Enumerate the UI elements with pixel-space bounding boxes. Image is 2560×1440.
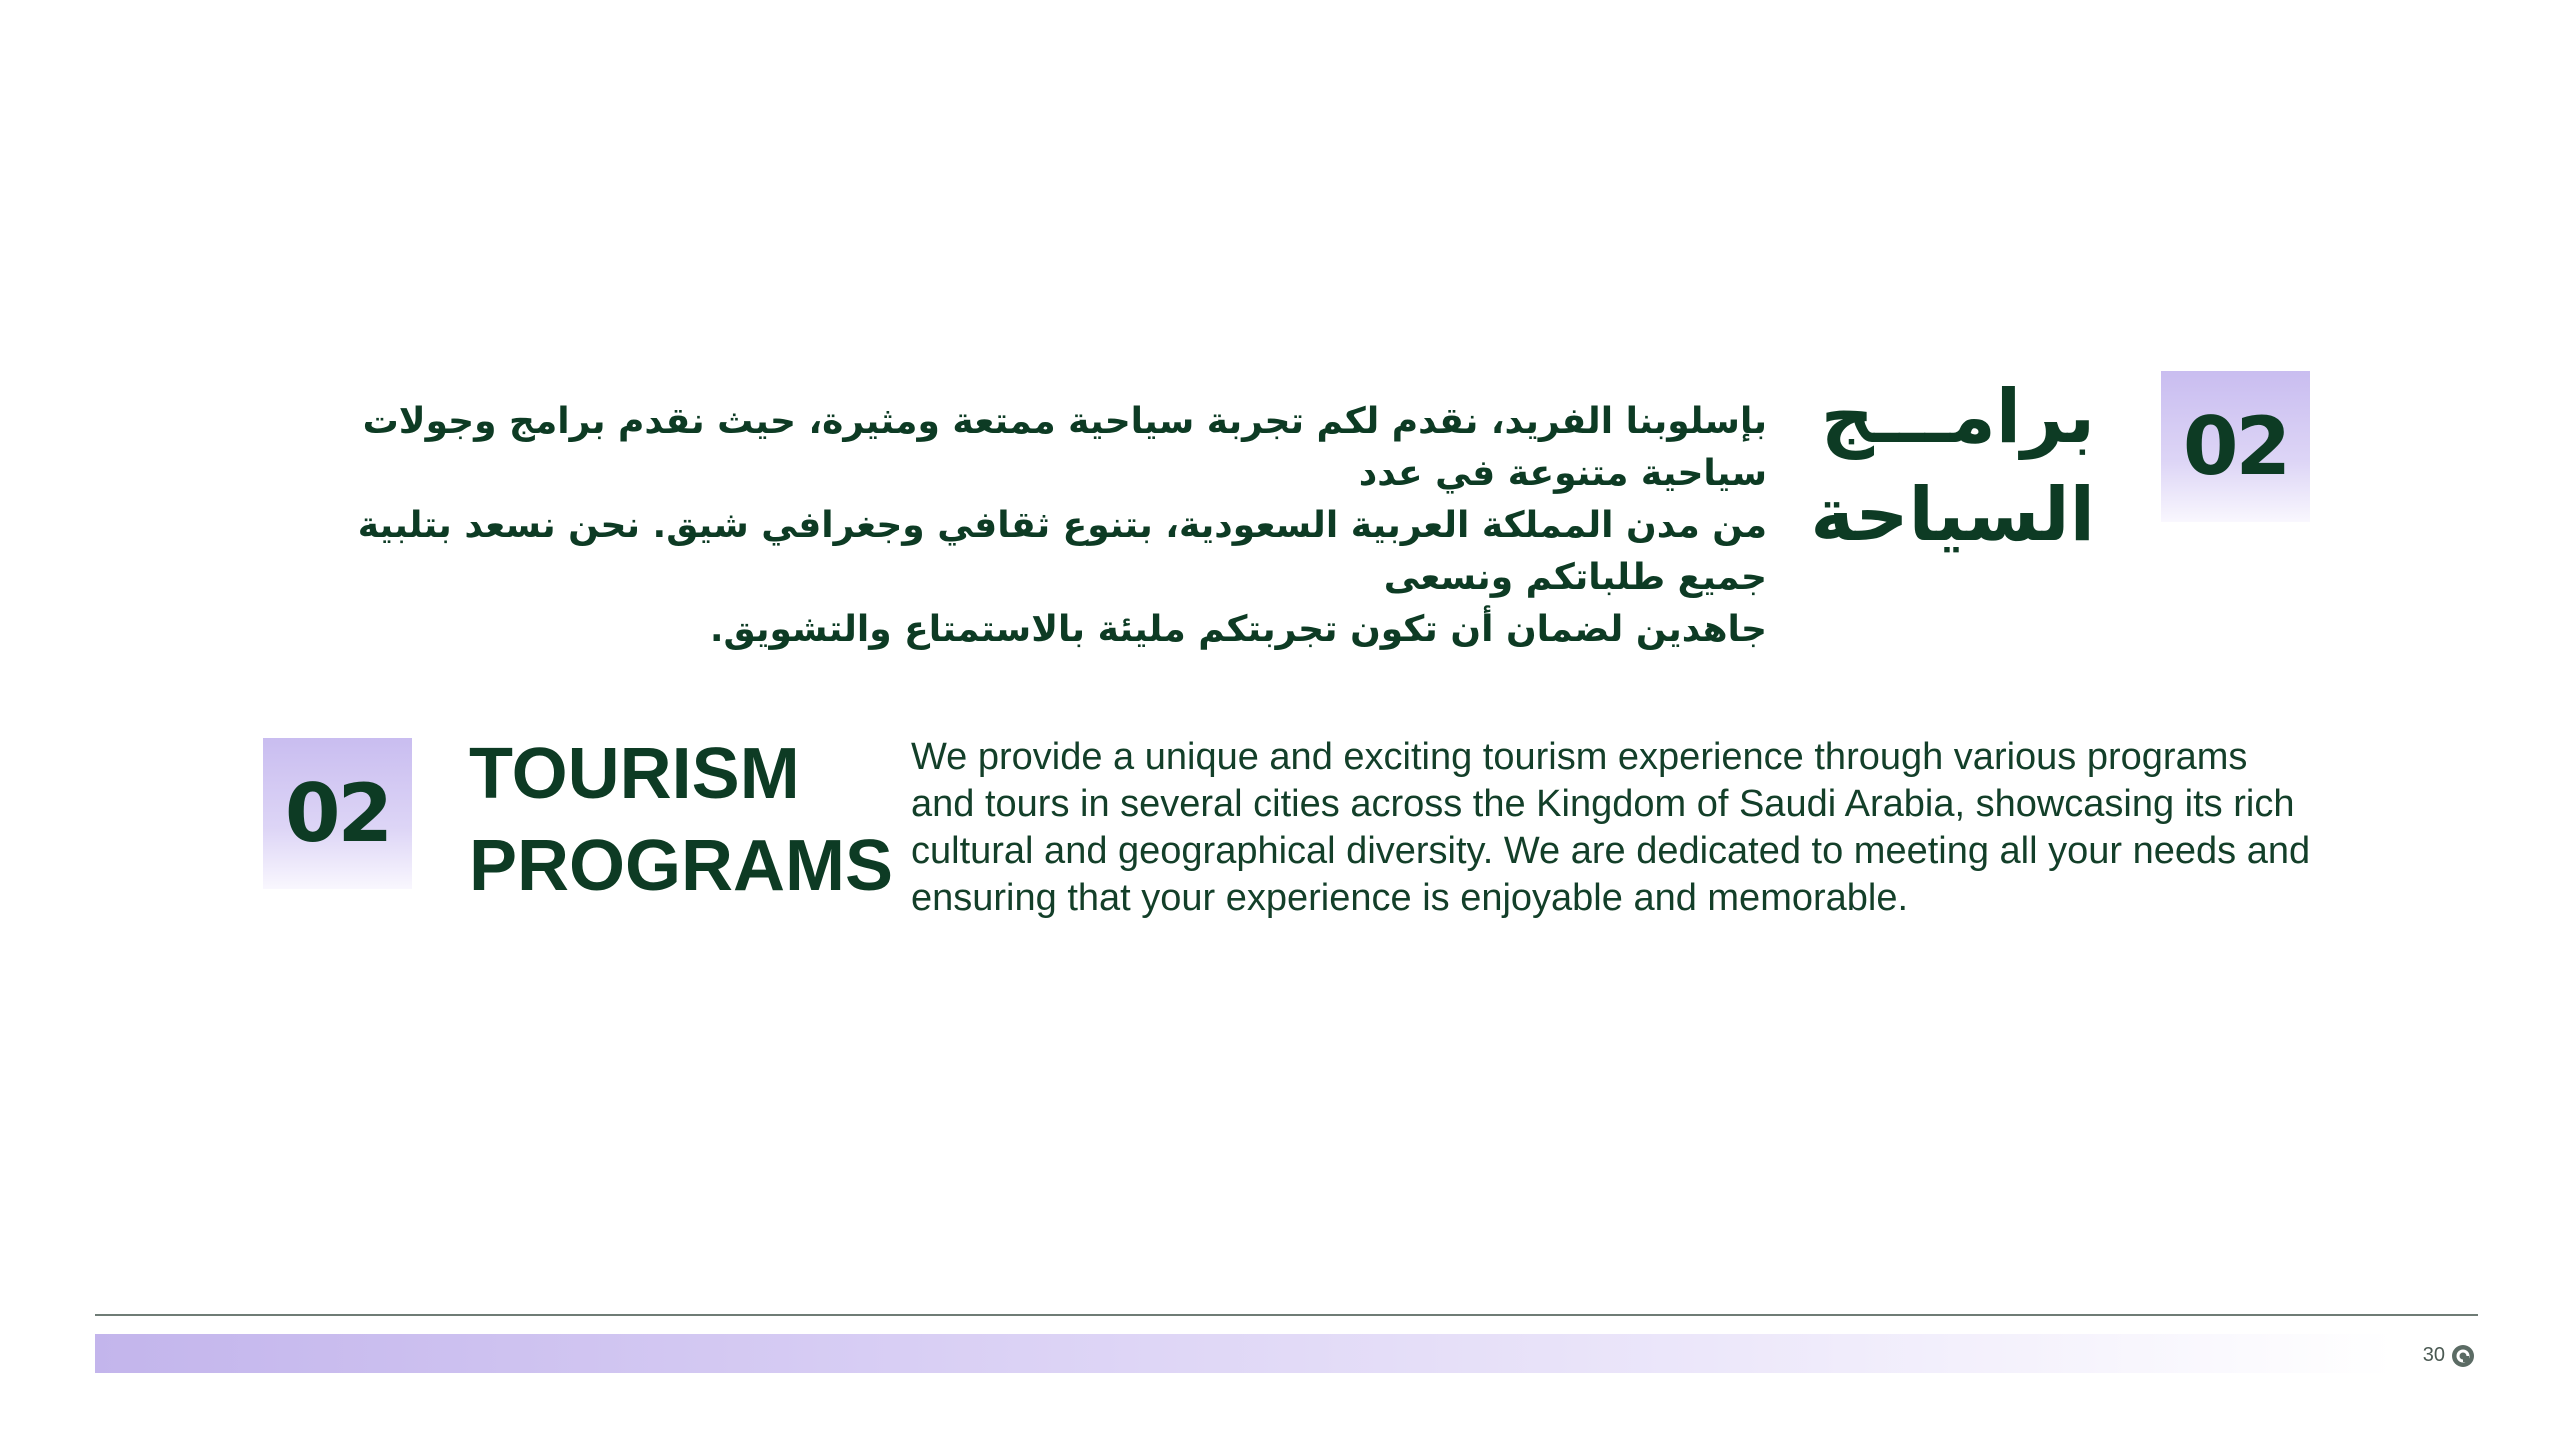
english-title-line-1: TOURISM xyxy=(469,734,800,814)
arabic-section-title xyxy=(1810,368,2095,564)
page-number: 30 xyxy=(2422,1344,2445,1366)
arabic-description xyxy=(262,396,1767,656)
footer-divider xyxy=(95,1314,2478,1316)
arabic-badge-number: 02 xyxy=(2182,400,2289,493)
english-description: We provide a unique and exciting tourism experience through various programs and tours in several cities across the Kingdom of Saudi Arabia, showcasing its rich cultural and geographical diversity. We are dedicated to meeting all your needs and ensuring that your experience is enjoyable and memorable. xyxy=(911,736,2311,919)
footer-gradient-bar xyxy=(95,1334,2395,1373)
arabic-description-line-1: بإسلوبنا الفريد، نقدم لكم تجربة سياحية ممتعة ومثيرة، حيث نقدم برامج وجولات سياحية متنوعة في عدد xyxy=(362,401,1767,494)
english-number-badge xyxy=(263,738,412,889)
english-badge-number: 02 xyxy=(284,767,391,860)
arabic-description-line-2: من مدن المملكة العربية السعودية، بتنوع ثقافي وجغرافي شيق. نحن نسعد بتلبية جميع طلباتكم ونسعى xyxy=(357,505,1767,598)
arabic-title-line-2: السياحة xyxy=(1810,472,2095,558)
arabic-title-line-1: برامـــج xyxy=(1820,374,2095,460)
arabic-number-badge xyxy=(2161,371,2310,522)
arabic-description-line-3: جاهدين لضمان أن تكون تجربتكم مليئة بالاستمتاع والتشويق. xyxy=(709,609,1767,650)
english-section-title xyxy=(469,728,894,912)
english-title-line-2: PROGRAMS xyxy=(469,826,894,906)
circle-logo-icon xyxy=(2451,1344,2475,1368)
